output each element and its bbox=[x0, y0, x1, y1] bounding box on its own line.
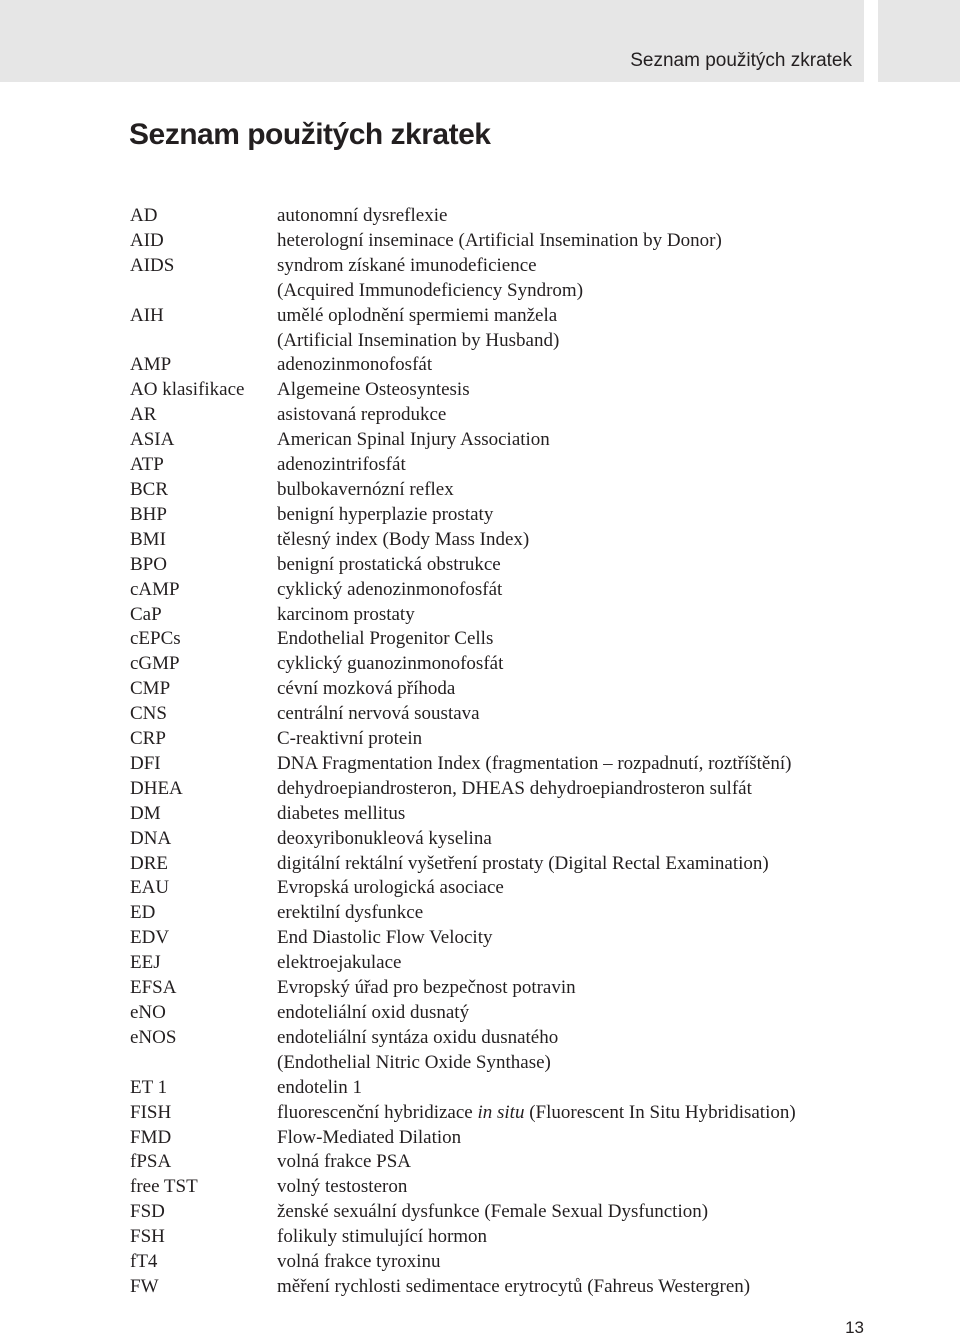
meaning-line: dehydroepiandrosteron, DHEAS dehydroepiandrosteron sulfát bbox=[277, 777, 752, 799]
abbreviation-meaning bbox=[277, 304, 887, 354]
abbreviation-meaning bbox=[277, 752, 887, 777]
abbreviation-meaning bbox=[277, 578, 887, 603]
meaning-line: American Spinal Injury Association bbox=[277, 429, 550, 451]
page-number: 13 bbox=[845, 1318, 864, 1337]
list-item bbox=[130, 254, 890, 304]
abbreviation-meaning bbox=[277, 852, 887, 877]
meaning-line: diabetes mellitus bbox=[277, 802, 406, 824]
list-item bbox=[130, 378, 890, 403]
meaning-line: End Diastolic Flow Velocity bbox=[277, 927, 493, 949]
abbreviation-meaning bbox=[277, 627, 887, 652]
meaning-line: (Acquired Immunodeficiency Syndrom) bbox=[277, 279, 584, 301]
meaning-line: endoteliální syntáza oxidu dusnatého bbox=[277, 1026, 559, 1048]
abbreviation-meaning bbox=[277, 677, 887, 702]
abbreviation: FW bbox=[130, 1275, 159, 1297]
meaning-line: C-reaktivní protein bbox=[277, 728, 423, 750]
abbreviation: eNOS bbox=[130, 1026, 177, 1048]
abbreviation-meaning bbox=[277, 1101, 887, 1126]
meaning-line: bulbokavernózní reflex bbox=[277, 478, 454, 500]
list-item bbox=[130, 876, 890, 901]
meaning-line: tělesný index (Body Mass Index) bbox=[277, 528, 530, 550]
abbreviation-meaning bbox=[277, 802, 887, 827]
abbreviation: BCR bbox=[130, 478, 169, 500]
abbreviation-meaning bbox=[277, 204, 887, 229]
abbreviation-meaning bbox=[277, 901, 887, 926]
list-item bbox=[130, 827, 890, 852]
abbreviation: CMP bbox=[130, 678, 171, 700]
meaning-line: endoteliální oxid dusnatý bbox=[277, 1002, 470, 1023]
meaning-line: volný testosteron bbox=[277, 1176, 408, 1198]
meaning-line: Algemeine Osteosyntesis bbox=[277, 379, 470, 401]
abbreviation-meaning bbox=[277, 254, 887, 304]
abbreviation: DNA bbox=[130, 827, 172, 849]
meaning-line: Endothelial Progenitor Cells bbox=[277, 628, 494, 650]
abbreviation-meaning bbox=[277, 503, 887, 528]
abbreviation-meaning bbox=[277, 652, 887, 677]
abbreviation: DHEA bbox=[130, 777, 183, 799]
abbreviation-meaning bbox=[277, 926, 887, 951]
meaning-line: adenozintrifosfát bbox=[277, 454, 406, 476]
list-item bbox=[130, 1175, 890, 1200]
list-item bbox=[130, 353, 890, 378]
abbreviation: DRE bbox=[130, 852, 168, 874]
abbreviation: CaP bbox=[130, 603, 162, 625]
abbreviation-meaning bbox=[277, 1175, 887, 1200]
list-item bbox=[130, 1101, 890, 1126]
abbreviation-meaning bbox=[277, 403, 887, 428]
abbreviation-meaning bbox=[277, 229, 887, 254]
abbreviation-list bbox=[130, 204, 890, 1300]
meaning-line: asistovaná reprodukce bbox=[277, 404, 447, 426]
abbreviation: EFSA bbox=[130, 977, 177, 999]
list-item bbox=[130, 503, 890, 528]
meaning-line: DNA Fragmentation Index (fragmentation – rozpadnutí, roztříštění) bbox=[277, 752, 792, 774]
meaning-line: centrální nervová soustava bbox=[277, 703, 480, 725]
list-item bbox=[130, 1200, 890, 1225]
meaning-line: Evropská urologická asociace bbox=[277, 877, 504, 899]
abbreviation: cAMP bbox=[130, 578, 180, 600]
list-item bbox=[130, 1076, 890, 1101]
abbreviation-meaning bbox=[277, 876, 887, 901]
abbreviation: BHP bbox=[130, 503, 167, 525]
list-item bbox=[130, 951, 890, 976]
list-item bbox=[130, 304, 890, 354]
abbreviation: EAU bbox=[130, 877, 170, 899]
abbreviation: AID bbox=[130, 229, 164, 251]
list-item bbox=[130, 1126, 890, 1151]
abbreviation-meaning bbox=[277, 1026, 887, 1076]
list-item bbox=[130, 603, 890, 628]
abbreviation: AIH bbox=[130, 304, 164, 326]
meaning-line: deoxyribonukleová kyselina bbox=[277, 827, 492, 849]
meaning-line: cyklický adenozinmonofosfát bbox=[277, 578, 503, 600]
abbreviation-meaning bbox=[277, 702, 887, 727]
abbreviation: eNO bbox=[130, 1002, 166, 1023]
abbreviation: cGMP bbox=[130, 653, 180, 675]
list-item bbox=[130, 528, 890, 553]
abbreviation: FISH bbox=[130, 1101, 172, 1123]
meaning-line: Flow-Mediated Dilation bbox=[277, 1126, 462, 1148]
abbreviation-meaning bbox=[277, 453, 887, 478]
meaning-line: cyklický guanozinmonofosfát bbox=[277, 653, 504, 675]
list-item bbox=[130, 1150, 890, 1175]
abbreviation: BMI bbox=[130, 528, 166, 550]
abbreviation: CNS bbox=[130, 703, 167, 725]
meaning-line: volná frakce PSA bbox=[277, 1151, 412, 1173]
abbreviation-meaning bbox=[277, 428, 887, 453]
meaning-line: (Artificial Insemination by Husband) bbox=[277, 329, 560, 351]
meaning-line: endotelin 1 bbox=[277, 1076, 362, 1098]
abbreviation: AD bbox=[130, 205, 158, 226]
abbreviation: cEPCs bbox=[130, 628, 181, 650]
abbreviation: AR bbox=[130, 404, 157, 426]
abbreviation-meaning bbox=[277, 1225, 887, 1250]
meaning-line: erektilní dysfunkce bbox=[277, 902, 424, 924]
abbreviation: ET 1 bbox=[130, 1076, 168, 1098]
list-item bbox=[130, 1001, 890, 1026]
abbreviation: fPSA bbox=[130, 1151, 172, 1173]
meaning-line: Evropský úřad pro bezpečnost potravin bbox=[277, 977, 576, 999]
abbreviation-meaning bbox=[277, 1001, 887, 1026]
meaning-line: cévní mozková příhoda bbox=[277, 678, 456, 700]
meaning-line: měření rychlosti sedimentace erytrocytů (Fahreus Westergren) bbox=[277, 1275, 751, 1297]
list-item bbox=[130, 428, 890, 453]
list-item bbox=[130, 403, 890, 428]
meaning-line: volná frakce tyroxinu bbox=[277, 1251, 441, 1273]
abbreviation: AMP bbox=[130, 354, 172, 376]
list-item bbox=[130, 553, 890, 578]
abbreviation-meaning bbox=[277, 1275, 887, 1300]
meaning-line: karcinom prostaty bbox=[277, 603, 415, 625]
abbreviation-meaning bbox=[277, 976, 887, 1001]
abbreviation: AO klasifikace bbox=[130, 379, 245, 401]
abbreviation-meaning bbox=[277, 528, 887, 553]
abbreviation: DM bbox=[130, 802, 161, 824]
list-item bbox=[130, 1275, 890, 1300]
meaning-line: adenozinmonofosfát bbox=[277, 354, 433, 376]
list-item bbox=[130, 926, 890, 951]
abbreviation: FSH bbox=[130, 1226, 165, 1248]
abbreviation: EEJ bbox=[130, 952, 161, 974]
meaning-line: benigní prostatická obstrukce bbox=[277, 553, 501, 575]
abbreviation-meaning bbox=[277, 1200, 887, 1225]
list-item bbox=[130, 578, 890, 603]
abbreviation: DFI bbox=[130, 752, 161, 774]
meaning-line: autonomní dysreflexie bbox=[277, 205, 448, 226]
abbreviation: FSD bbox=[130, 1201, 165, 1223]
meaning-line: folikuly stimulující hormon bbox=[277, 1226, 488, 1248]
abbreviation-meaning bbox=[277, 727, 887, 752]
list-item bbox=[130, 702, 890, 727]
abbreviation-meaning bbox=[277, 1250, 887, 1275]
running-head: Seznam použitých zkratek bbox=[630, 50, 852, 71]
meaning-line: ženské sexuální dysfunkce (Female Sexual Dysfunction) bbox=[277, 1201, 709, 1223]
list-item bbox=[130, 777, 890, 802]
meaning-line: elektroejakulace bbox=[277, 952, 402, 974]
abbreviation: ED bbox=[130, 902, 156, 924]
meaning-line: fluorescenční hybridizace in situ (Fluorescent In Situ Hybridisation) bbox=[277, 1101, 796, 1123]
list-item bbox=[130, 802, 890, 827]
list-item bbox=[130, 627, 890, 652]
abbreviation: FMD bbox=[130, 1126, 172, 1148]
abbreviation-meaning bbox=[277, 353, 887, 378]
abbreviation-meaning bbox=[277, 603, 887, 628]
list-item bbox=[130, 229, 890, 254]
abbreviation-meaning bbox=[277, 777, 887, 802]
list-item bbox=[130, 478, 890, 503]
abbreviation: BPO bbox=[130, 553, 167, 575]
list-item bbox=[130, 901, 890, 926]
meaning-line: heterologní inseminace (Artificial Insemination by Donor) bbox=[277, 229, 722, 251]
list-item bbox=[130, 852, 890, 877]
abbreviation: fT4 bbox=[130, 1251, 158, 1273]
meaning-line: (Endothelial Nitric Oxide Synthase) bbox=[277, 1051, 551, 1073]
list-item bbox=[130, 1026, 890, 1076]
list-item bbox=[130, 976, 890, 1001]
abbreviation: AIDS bbox=[130, 254, 175, 276]
meaning-line: digitální rektální vyšetření prostaty (Digital Rectal Examination) bbox=[277, 852, 769, 874]
abbreviation-meaning bbox=[277, 378, 887, 403]
abbreviation: ASIA bbox=[130, 429, 175, 451]
list-item bbox=[130, 727, 890, 752]
meaning-line: umělé oplodnění spermiemi manžela bbox=[277, 304, 558, 326]
list-item bbox=[130, 1250, 890, 1275]
abbreviation: ATP bbox=[130, 454, 164, 476]
list-item bbox=[130, 652, 890, 677]
abbreviation-meaning bbox=[277, 1126, 887, 1151]
list-item bbox=[130, 453, 890, 478]
abbreviation: CRP bbox=[130, 728, 166, 750]
abbreviation: EDV bbox=[130, 927, 170, 949]
abbreviation: free TST bbox=[130, 1176, 198, 1198]
abbreviation-meaning bbox=[277, 553, 887, 578]
list-item bbox=[130, 1225, 890, 1250]
list-item bbox=[130, 204, 890, 229]
abbreviation-meaning bbox=[277, 827, 887, 852]
abbreviation-meaning bbox=[277, 951, 887, 976]
abbreviation-meaning bbox=[277, 1076, 887, 1101]
header-tab bbox=[878, 0, 960, 82]
list-item bbox=[130, 677, 890, 702]
list-item bbox=[130, 752, 890, 777]
abbreviation-meaning bbox=[277, 478, 887, 503]
meaning-line: syndrom získané imunodeficience bbox=[277, 254, 537, 276]
page-title: Seznam použitých zkratek bbox=[129, 118, 491, 151]
meaning-line: benigní hyperplazie prostaty bbox=[277, 503, 494, 525]
abbreviation-meaning bbox=[277, 1150, 887, 1175]
